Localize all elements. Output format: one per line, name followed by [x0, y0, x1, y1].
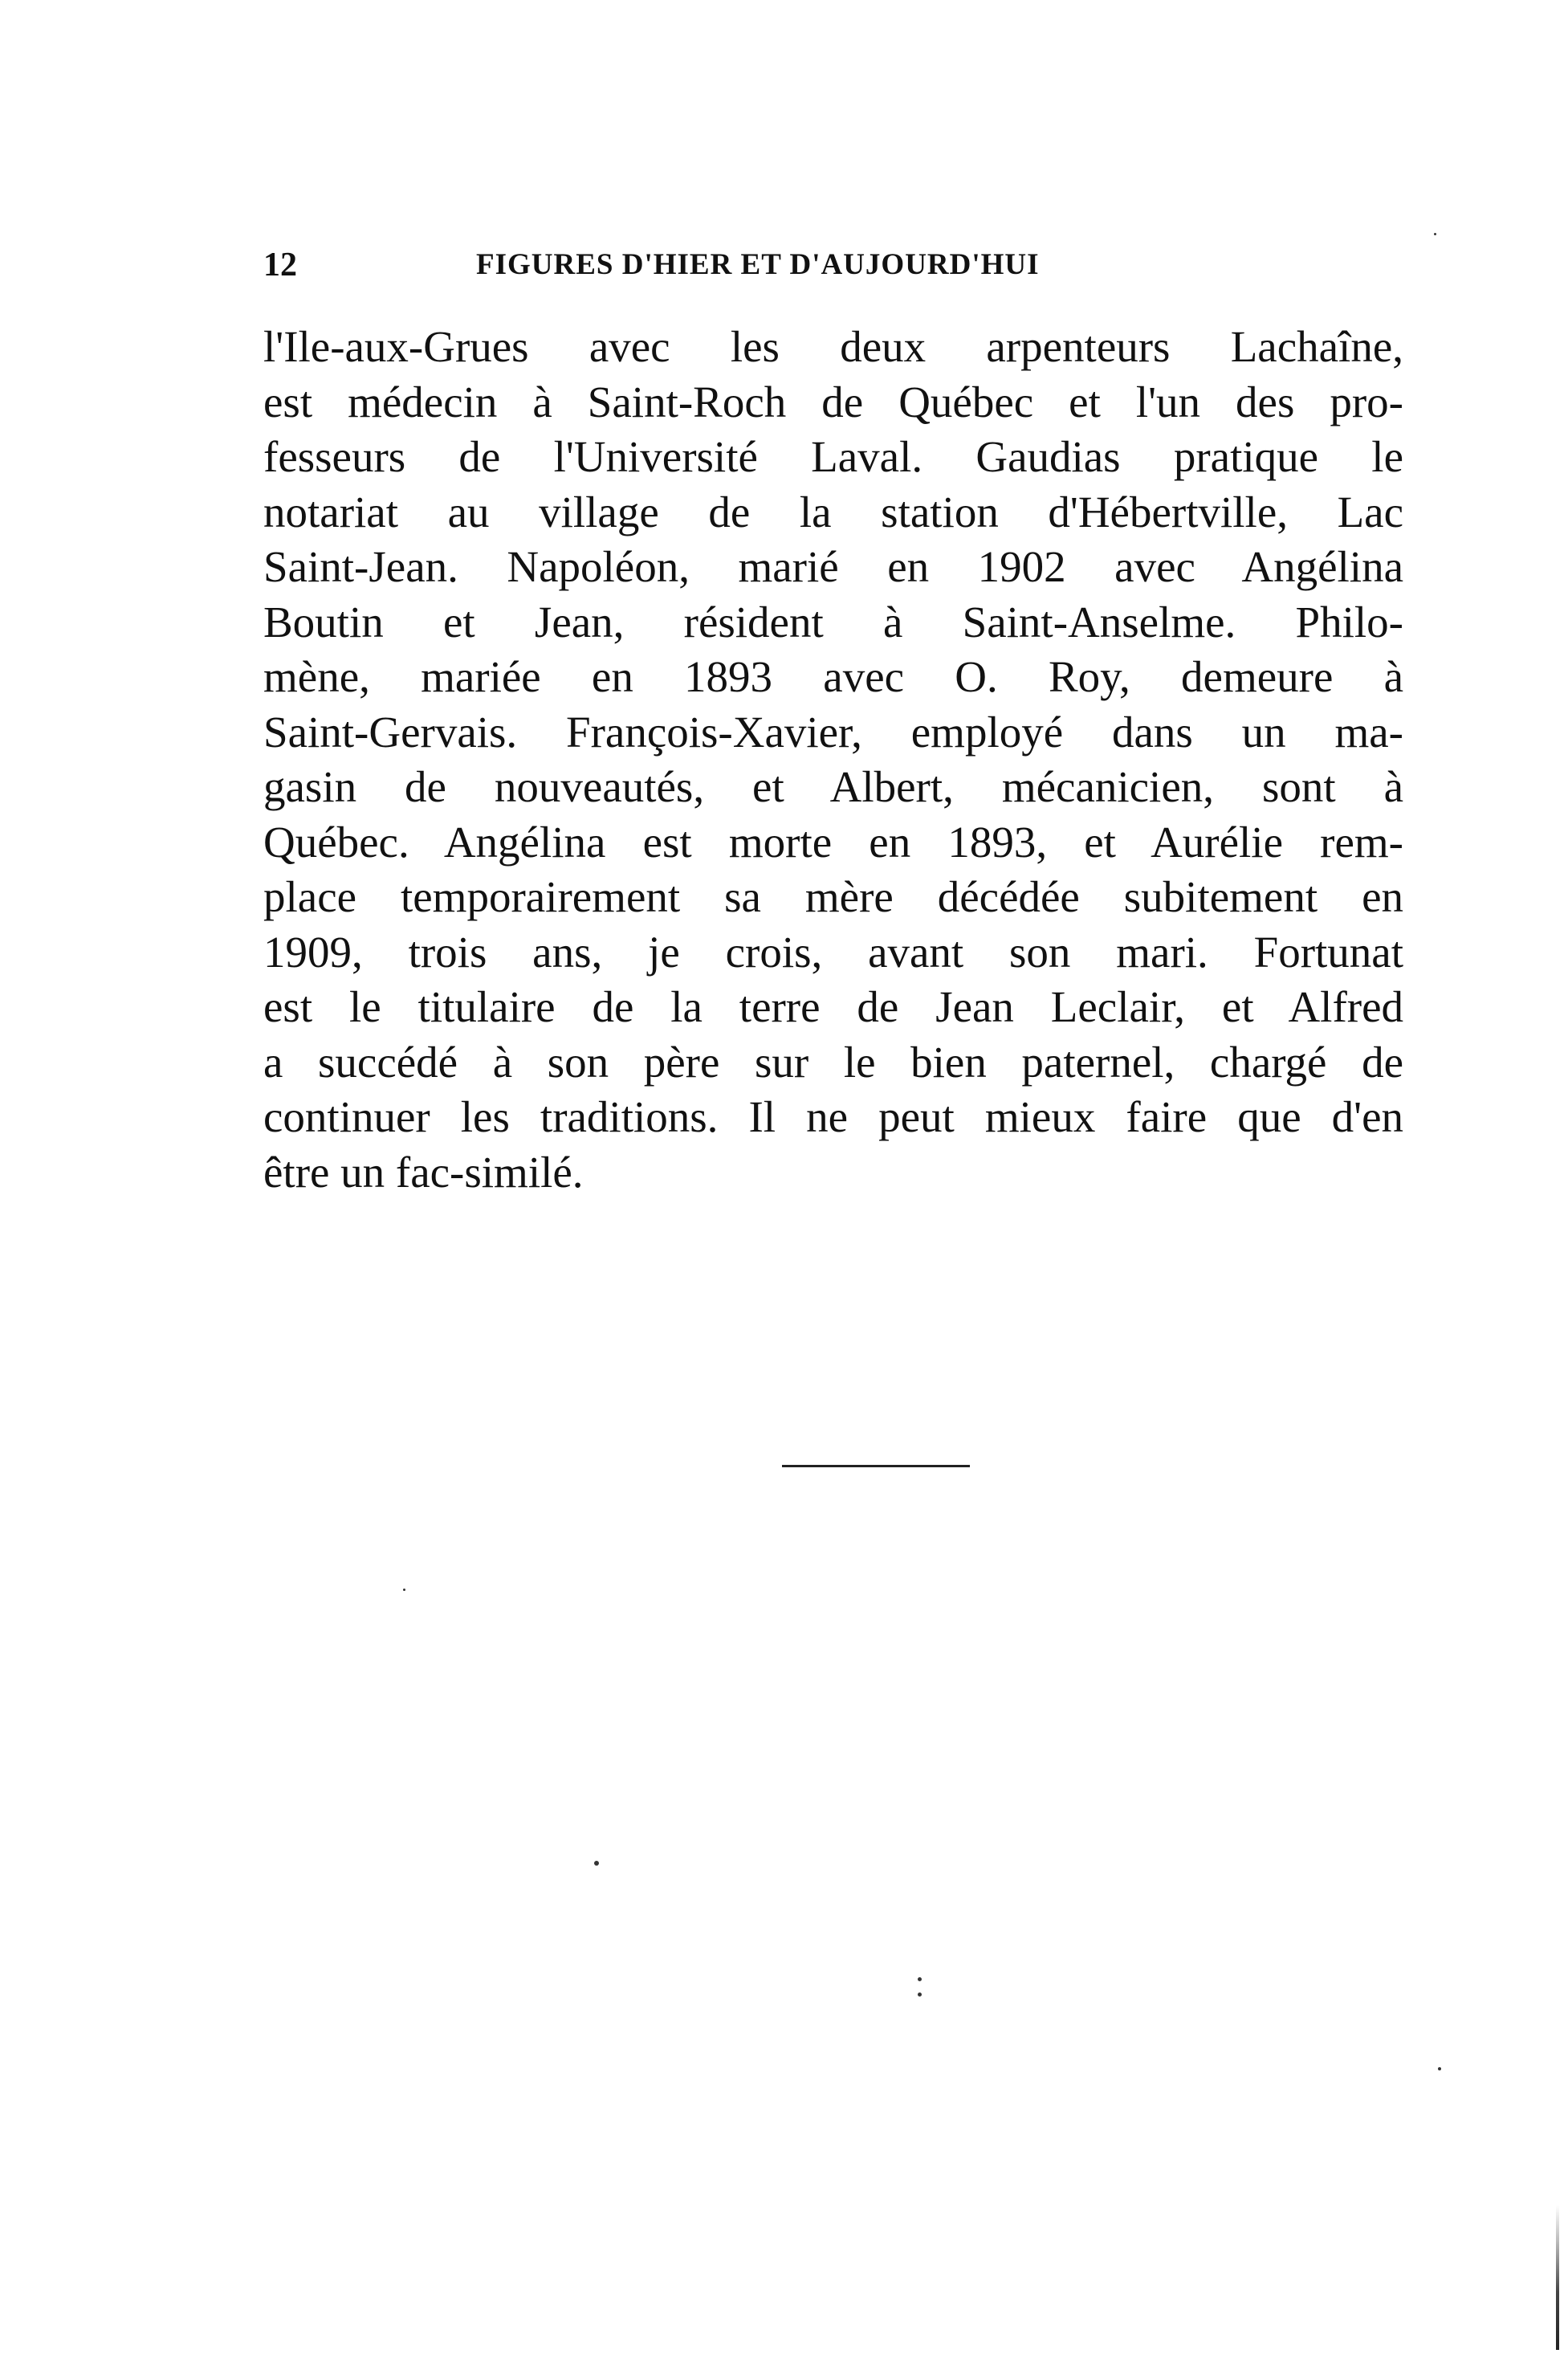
body-paragraph [263, 320, 1403, 1200]
print-speck [1438, 2067, 1441, 2070]
print-speck [594, 1861, 599, 1866]
text-line: Québec. Angélina est morte en 1893, et Aurélie rem- [263, 817, 1403, 867]
text-line: être un fac-similé. [263, 1147, 584, 1197]
text-line: Saint-Gervais. François-Xavier, employé dans un ma- [263, 707, 1403, 757]
page-number: 12 [263, 247, 297, 283]
text-line: Boutin et Jean, résident à Saint-Anselme. Philo- [263, 597, 1403, 647]
text-line: a succédé à son père sur le bien paternel, chargé de [263, 1037, 1403, 1087]
text-line: 1909, trois ans, je crois, avant son mari. Fortunat [263, 927, 1403, 977]
print-speck [1434, 233, 1436, 235]
print-speck [918, 1977, 922, 1981]
print-speck [918, 1993, 922, 1997]
text-line: place temporairement sa mère décédée subitement en [263, 872, 1403, 921]
scan-edge-mark [1556, 2205, 1559, 2350]
text-line: notariat au village de la station d'Hébertville, Lac [263, 487, 1403, 536]
running-head [263, 241, 1419, 289]
text-line: est le titulaire de la terre de Jean Leclair, et Alfred [263, 982, 1403, 1031]
text-line: continuer les traditions. Il ne peut mieux faire que d'en [263, 1092, 1403, 1141]
text-line: mène, mariée en 1893 avec O. Roy, demeure à [263, 652, 1403, 701]
print-speck [403, 1589, 405, 1591]
text-line: est médecin à Saint-Roch de Québec et l'un des pro- [263, 377, 1403, 426]
section-end-rule [782, 1465, 970, 1467]
text-line: Saint-Jean. Napoléon, marié en 1902 avec Angélina [263, 542, 1403, 591]
text-line: l'Ile-aux-Grues avec les deux arpenteurs Lachaîne, [263, 322, 1403, 371]
text-line: fesseurs de l'Université Laval. Gaudias pratique le [263, 432, 1403, 481]
text-line: gasin de nouveautés, et Albert, mécanicien, sont à [263, 762, 1403, 811]
running-title: FIGURES D'HIER ET D'AUJOURD'HUI [476, 248, 1040, 281]
